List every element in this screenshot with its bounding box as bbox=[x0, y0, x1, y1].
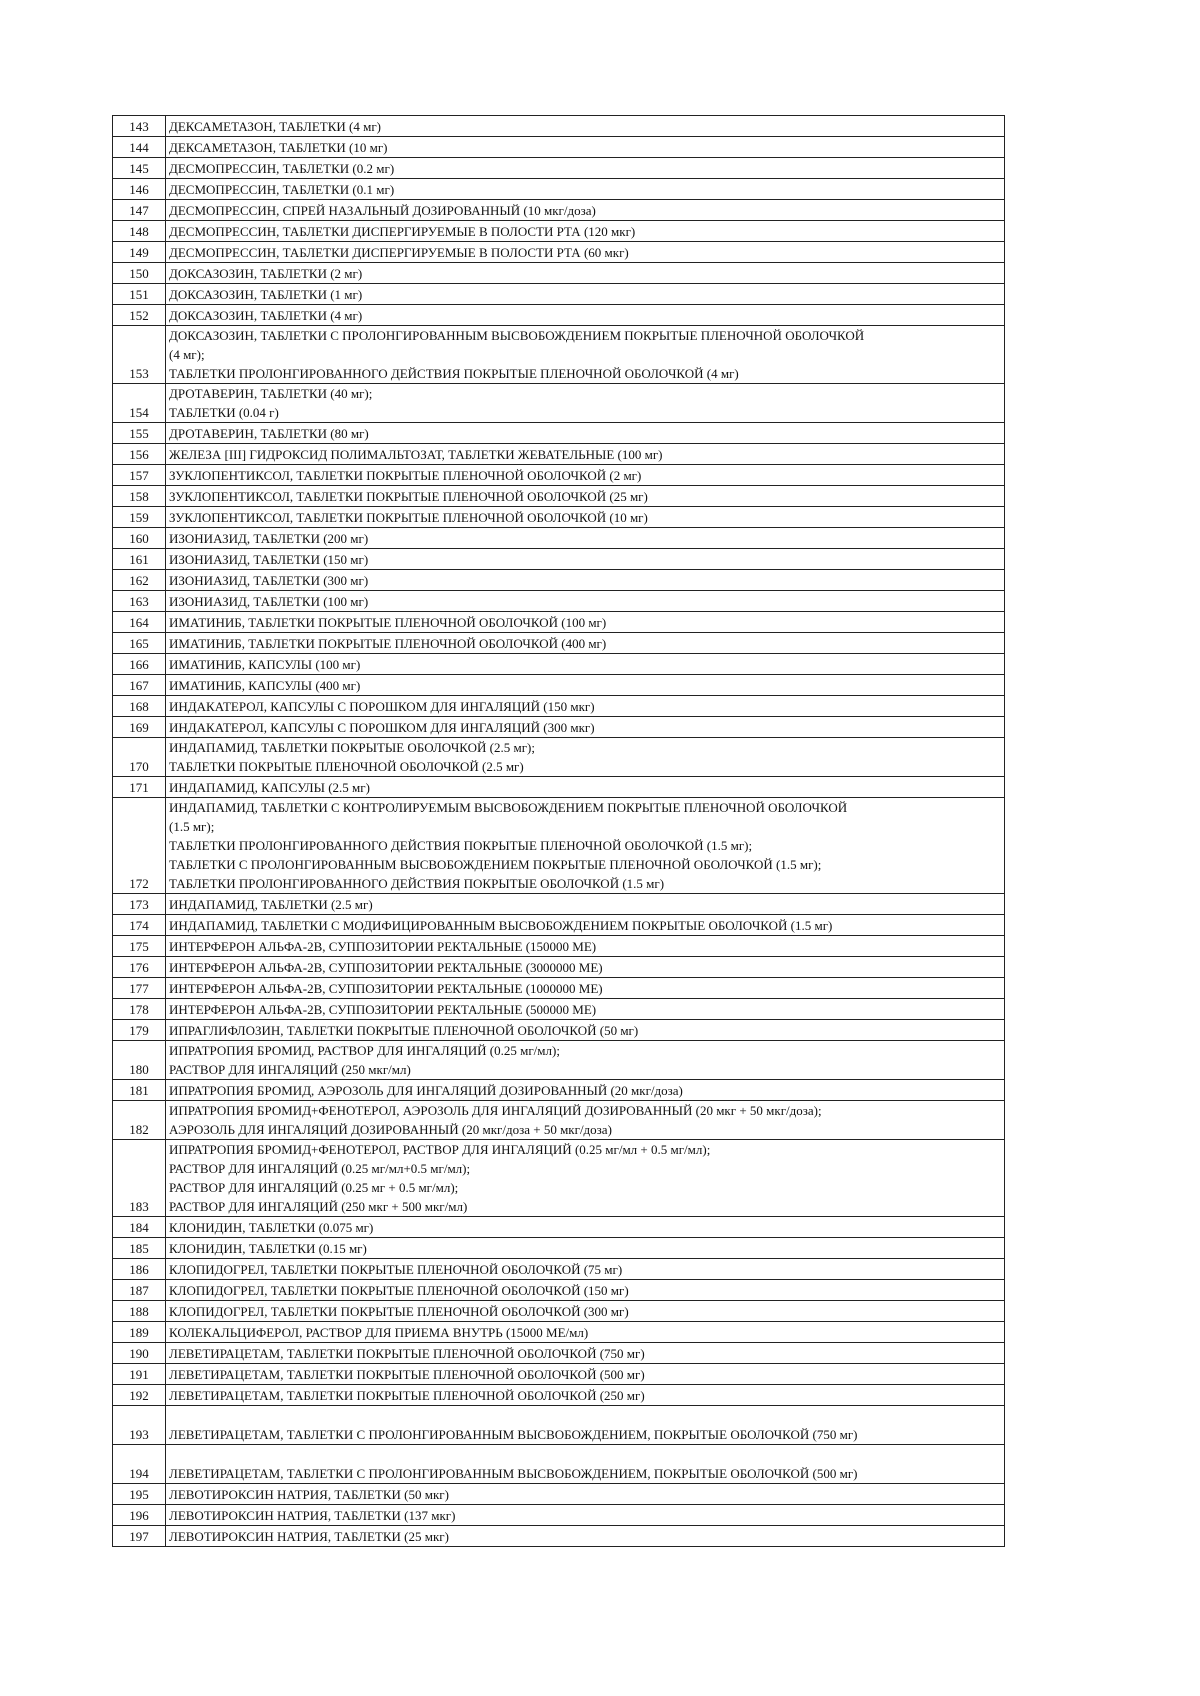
medication-description bbox=[166, 777, 1005, 798]
description-line: ДЕКСАМЕТАЗОН, ТАБЛЕТКИ (4 мг) bbox=[169, 119, 382, 134]
medication-description bbox=[166, 1041, 1005, 1080]
medication-description bbox=[166, 570, 1005, 591]
table-row bbox=[113, 633, 1005, 654]
medication-description bbox=[166, 1385, 1005, 1406]
description-line: ДОКСАЗОЗИН, ТАБЛЕТКИ (4 мг) bbox=[169, 308, 363, 323]
row-number: 167 bbox=[113, 675, 166, 696]
description-line: ТАБЛЕТКИ С ПРОЛОНГИРОВАННЫМ ВЫСВОБОЖДЕНИЕМ ПОКРЫТЫЕ ПЛЕНОЧНОЙ ОБОЛОЧКОЙ (1.5 мг); bbox=[169, 857, 822, 872]
table-row bbox=[113, 1484, 1005, 1505]
row-number: 157 bbox=[113, 465, 166, 486]
medication-description bbox=[166, 326, 1005, 384]
row-number: 174 bbox=[113, 915, 166, 936]
medication-description bbox=[166, 1080, 1005, 1101]
medication-description bbox=[166, 894, 1005, 915]
row-number: 194 bbox=[113, 1445, 166, 1484]
description-line: ЛЕВОТИРОКСИН НАТРИЯ, ТАБЛЕТКИ (50 мкг) bbox=[169, 1487, 449, 1502]
description-line: ЛЕВОТИРОКСИН НАТРИЯ, ТАБЛЕТКИ (25 мкг) bbox=[169, 1529, 449, 1544]
table-row bbox=[113, 1238, 1005, 1259]
medication-description bbox=[166, 179, 1005, 200]
medication-description bbox=[166, 507, 1005, 528]
description-line: ЗУКЛОПЕНТИКСОЛ, ТАБЛЕТКИ ПОКРЫТЫЕ ПЛЕНОЧНОЙ ОБОЛОЧКОЙ (2 мг) bbox=[169, 468, 642, 483]
description-line: ИНДАПАМИД, КАПСУЛЫ (2.5 мг) bbox=[169, 780, 370, 795]
description-line: КЛОПИДОГРЕЛ, ТАБЛЕТКИ ПОКРЫТЫЕ ПЛЕНОЧНОЙ ОБОЛОЧКОЙ (300 мг) bbox=[169, 1304, 629, 1319]
description-line: ИНДАПАМИД, ТАБЛЕТКИ С МОДИФИЦИРОВАННЫМ ВЫСВОБОЖДЕНИЕМ ПОКРЫТЫЕ ОБОЛОЧКОЙ (1.5 мг) bbox=[169, 918, 833, 933]
row-number: 163 bbox=[113, 591, 166, 612]
row-number: 148 bbox=[113, 221, 166, 242]
description-line: ДЕСМОПРЕССИН, ТАБЛЕТКИ ДИСПЕРГИРУЕМЫЕ В ПОЛОСТИ РТА (120 мкг) bbox=[169, 224, 636, 239]
row-number: 147 bbox=[113, 200, 166, 221]
row-number: 188 bbox=[113, 1301, 166, 1322]
table-row bbox=[113, 1140, 1005, 1217]
row-number: 192 bbox=[113, 1385, 166, 1406]
description-line: ИЗОНИАЗИД, ТАБЛЕТКИ (100 мг) bbox=[169, 594, 369, 609]
description-line: ДЕСМОПРЕССИН, ТАБЛЕТКИ (0.2 мг) bbox=[169, 161, 395, 176]
row-number: 149 bbox=[113, 242, 166, 263]
row-number: 159 bbox=[113, 507, 166, 528]
description-line: РАСТВОР ДЛЯ ИНГАЛЯЦИЙ (0.25 мг/мл+0.5 мг/мл); bbox=[169, 1161, 471, 1176]
row-number: 196 bbox=[113, 1505, 166, 1526]
table-row bbox=[113, 200, 1005, 221]
table-row bbox=[113, 798, 1005, 894]
description-line: ЛЕВЕТИРАЦЕТАМ, ТАБЛЕТКИ ПОКРЫТЫЕ ПЛЕНОЧНОЙ ОБОЛОЧКОЙ (250 мг) bbox=[169, 1388, 645, 1403]
medication-description bbox=[166, 1484, 1005, 1505]
table-row bbox=[113, 263, 1005, 284]
medication-description bbox=[166, 1364, 1005, 1385]
description-line bbox=[169, 1445, 1002, 1464]
row-number: 162 bbox=[113, 570, 166, 591]
table-row bbox=[113, 777, 1005, 798]
medication-description bbox=[166, 915, 1005, 936]
description-line: ДОКСАЗОЗИН, ТАБЛЕТКИ С ПРОЛОНГИРОВАННЫМ ВЫСВОБОЖДЕНИЕМ ПОКРЫТЫЕ ПЛЕНОЧНОЙ ОБОЛОЧКОЙ bbox=[169, 328, 865, 343]
row-number: 183 bbox=[113, 1140, 166, 1217]
row-number: 171 bbox=[113, 777, 166, 798]
medication-description bbox=[166, 263, 1005, 284]
description-line: ИМАТИНИБ, ТАБЛЕТКИ ПОКРЫТЫЕ ПЛЕНОЧНОЙ ОБОЛОЧКОЙ (100 мг) bbox=[169, 615, 607, 630]
description-line: ДЕСМОПРЕССИН, ТАБЛЕТКИ (0.1 мг) bbox=[169, 182, 395, 197]
table-row bbox=[113, 675, 1005, 696]
description-line: ЗУКЛОПЕНТИКСОЛ, ТАБЛЕТКИ ПОКРЫТЫЕ ПЛЕНОЧНОЙ ОБОЛОЧКОЙ (10 мг) bbox=[169, 510, 648, 525]
description-line: ИНДАПАМИД, ТАБЛЕТКИ ПОКРЫТЫЕ ОБОЛОЧКОЙ (2.5 мг); bbox=[169, 740, 535, 755]
description-line: ИНТЕРФЕРОН АЛЬФА-2В, СУППОЗИТОРИИ РЕКТАЛЬНЫЕ (1000000 МЕ) bbox=[169, 981, 603, 996]
table-row bbox=[113, 957, 1005, 978]
description-line: АЭРОЗОЛЬ ДЛЯ ИНГАЛЯЦИЙ ДОЗИРОВАННЫЙ (20 мкг/доза + 50 мкг/доза) bbox=[169, 1122, 612, 1137]
medication-description bbox=[166, 675, 1005, 696]
description-line: ДРОТАВЕРИН, ТАБЛЕТКИ (80 мг) bbox=[169, 426, 369, 441]
description-line: ИНДАКАТЕРОЛ, КАПСУЛЫ С ПОРОШКОМ ДЛЯ ИНГАЛЯЦИЙ (150 мкг) bbox=[169, 699, 595, 714]
row-number: 146 bbox=[113, 179, 166, 200]
medication-description bbox=[166, 242, 1005, 263]
medication-description bbox=[166, 936, 1005, 957]
table-row bbox=[113, 1080, 1005, 1101]
table-row bbox=[113, 221, 1005, 242]
medication-description bbox=[166, 633, 1005, 654]
row-number: 181 bbox=[113, 1080, 166, 1101]
row-number: 170 bbox=[113, 738, 166, 777]
table-row bbox=[113, 654, 1005, 675]
table-row bbox=[113, 696, 1005, 717]
row-number: 197 bbox=[113, 1526, 166, 1547]
description-line: ЛЕВЕТИРАЦЕТАМ, ТАБЛЕТКИ ПОКРЫТЫЕ ПЛЕНОЧНОЙ ОБОЛОЧКОЙ (750 мг) bbox=[169, 1346, 645, 1361]
description-line: ДЕСМОПРЕССИН, ТАБЛЕТКИ ДИСПЕРГИРУЕМЫЕ В ПОЛОСТИ РТА (60 мкг) bbox=[169, 245, 629, 260]
description-line: ИНДАПАМИД, ТАБЛЕТКИ (2.5 мг) bbox=[169, 897, 373, 912]
description-line: ТАБЛЕТКИ ПРОЛОНГИРОВАННОГО ДЕЙСТВИЯ ПОКРЫТЫЕ ОБОЛОЧКОЙ (1.5 мг) bbox=[169, 876, 665, 891]
medication-description bbox=[166, 1217, 1005, 1238]
table-row bbox=[113, 738, 1005, 777]
medication-description bbox=[166, 798, 1005, 894]
description-line: ИМАТИНИБ, КАПСУЛЫ (400 мг) bbox=[169, 678, 361, 693]
medication-description bbox=[166, 305, 1005, 326]
row-number: 144 bbox=[113, 137, 166, 158]
row-number: 154 bbox=[113, 384, 166, 423]
row-number: 186 bbox=[113, 1259, 166, 1280]
table-row bbox=[113, 444, 1005, 465]
table-row bbox=[113, 1101, 1005, 1140]
row-number: 152 bbox=[113, 305, 166, 326]
description-line: ИМАТИНИБ, ТАБЛЕТКИ ПОКРЫТЫЕ ПЛЕНОЧНОЙ ОБОЛОЧКОЙ (400 мг) bbox=[169, 636, 607, 651]
table-row bbox=[113, 717, 1005, 738]
table-row bbox=[113, 423, 1005, 444]
description-line: ЛЕВЕТИРАЦЕТАМ, ТАБЛЕТКИ С ПРОЛОНГИРОВАННЫМ ВЫСВОБОЖДЕНИЕМ, ПОКРЫТЫЕ ОБОЛОЧКОЙ (750 мг) bbox=[169, 1427, 858, 1442]
description-line: ТАБЛЕТКИ (0.04 г) bbox=[169, 405, 279, 420]
description-line: ЛЕВОТИРОКСИН НАТРИЯ, ТАБЛЕТКИ (137 мкг) bbox=[169, 1508, 456, 1523]
medication-description bbox=[166, 591, 1005, 612]
description-line: ЛЕВЕТИРАЦЕТАМ, ТАБЛЕТКИ ПОКРЫТЫЕ ПЛЕНОЧНОЙ ОБОЛОЧКОЙ (500 мг) bbox=[169, 1367, 645, 1382]
table-row bbox=[113, 999, 1005, 1020]
row-number: 193 bbox=[113, 1406, 166, 1445]
row-number: 161 bbox=[113, 549, 166, 570]
row-number: 165 bbox=[113, 633, 166, 654]
description-line: ИЗОНИАЗИД, ТАБЛЕТКИ (300 мг) bbox=[169, 573, 369, 588]
row-number: 185 bbox=[113, 1238, 166, 1259]
description-line: ИНТЕРФЕРОН АЛЬФА-2В, СУППОЗИТОРИИ РЕКТАЛЬНЫЕ (3000000 МЕ) bbox=[169, 960, 603, 975]
table-row bbox=[113, 465, 1005, 486]
description-line: ИНДАПАМИД, ТАБЛЕТКИ С КОНТРОЛИРУЕМЫМ ВЫСВОБОЖДЕНИЕМ ПОКРЫТЫЕ ПЛЕНОЧНОЙ ОБОЛОЧКОЙ bbox=[169, 800, 848, 815]
table-row bbox=[113, 915, 1005, 936]
description-line: ЖЕЛЕЗА [III] ГИДРОКСИД ПОЛИМАЛЬТОЗАТ, ТАБЛЕТКИ ЖЕВАТЕЛЬНЫЕ (100 мг) bbox=[169, 447, 663, 462]
table-row bbox=[113, 549, 1005, 570]
description-line: КЛОНИДИН, ТАБЛЕТКИ (0.075 мг) bbox=[169, 1220, 374, 1235]
description-line: ЛЕВЕТИРАЦЕТАМ, ТАБЛЕТКИ С ПРОЛОНГИРОВАННЫМ ВЫСВОБОЖДЕНИЕМ, ПОКРЫТЫЕ ОБОЛОЧКОЙ (500 мг) bbox=[169, 1466, 858, 1481]
medication-description bbox=[166, 1406, 1005, 1445]
table-row bbox=[113, 978, 1005, 999]
medication-description bbox=[166, 696, 1005, 717]
description-line: РАСТВОР ДЛЯ ИНГАЛЯЦИЙ (250 мкг + 500 мкг/мл) bbox=[169, 1199, 468, 1214]
row-number: 168 bbox=[113, 696, 166, 717]
table-row bbox=[113, 1322, 1005, 1343]
medication-description bbox=[166, 738, 1005, 777]
row-number: 143 bbox=[113, 116, 166, 137]
medication-description bbox=[166, 284, 1005, 305]
table-row bbox=[113, 179, 1005, 200]
medication-description bbox=[166, 200, 1005, 221]
description-line: ДЕСМОПРЕССИН, СПРЕЙ НАЗАЛЬНЫЙ ДОЗИРОВАННЫЙ (10 мкг/доза) bbox=[169, 203, 596, 218]
table-row bbox=[113, 1259, 1005, 1280]
table-row bbox=[113, 116, 1005, 137]
description-line: КЛОПИДОГРЕЛ, ТАБЛЕТКИ ПОКРЫТЫЕ ПЛЕНОЧНОЙ ОБОЛОЧКОЙ (150 мг) bbox=[169, 1283, 629, 1298]
row-number: 150 bbox=[113, 263, 166, 284]
row-number: 178 bbox=[113, 999, 166, 1020]
table-row bbox=[113, 1301, 1005, 1322]
table-row bbox=[113, 1385, 1005, 1406]
table-row bbox=[113, 570, 1005, 591]
row-number: 184 bbox=[113, 1217, 166, 1238]
description-line: ИМАТИНИБ, КАПСУЛЫ (100 мг) bbox=[169, 657, 361, 672]
description-line: ИНДАКАТЕРОЛ, КАПСУЛЫ С ПОРОШКОМ ДЛЯ ИНГАЛЯЦИЙ (300 мкг) bbox=[169, 720, 595, 735]
medication-description bbox=[166, 1343, 1005, 1364]
row-number: 160 bbox=[113, 528, 166, 549]
medication-description bbox=[166, 1238, 1005, 1259]
description-line: ТАБЛЕТКИ ПРОЛОНГИРОВАННОГО ДЕЙСТВИЯ ПОКРЫТЫЕ ПЛЕНОЧНОЙ ОБОЛОЧКОЙ (1.5 мг); bbox=[169, 838, 753, 853]
table-row bbox=[113, 384, 1005, 423]
description-line: ДРОТАВЕРИН, ТАБЛЕТКИ (40 мг); bbox=[169, 386, 373, 401]
row-number: 180 bbox=[113, 1041, 166, 1080]
medication-description bbox=[166, 717, 1005, 738]
row-number: 169 bbox=[113, 717, 166, 738]
description-line: (4 мг); bbox=[169, 347, 205, 362]
medication-table bbox=[112, 115, 1005, 1547]
medication-description bbox=[166, 1140, 1005, 1217]
description-line: ДОКСАЗОЗИН, ТАБЛЕТКИ (1 мг) bbox=[169, 287, 363, 302]
description-line: РАСТВОР ДЛЯ ИНГАЛЯЦИЙ (0.25 мг + 0.5 мг/мл); bbox=[169, 1180, 459, 1195]
row-number: 158 bbox=[113, 486, 166, 507]
row-number: 164 bbox=[113, 612, 166, 633]
medication-description bbox=[166, 1020, 1005, 1041]
row-number: 173 bbox=[113, 894, 166, 915]
table-row bbox=[113, 158, 1005, 179]
description-line: КОЛЕКАЛЬЦИФЕРОЛ, РАСТВОР ДЛЯ ПРИЕМА ВНУТРЬ (15000 МЕ/мл) bbox=[169, 1325, 589, 1340]
medication-description bbox=[166, 1280, 1005, 1301]
table-row bbox=[113, 591, 1005, 612]
table-row bbox=[113, 284, 1005, 305]
table-row bbox=[113, 1526, 1005, 1547]
medication-description bbox=[166, 612, 1005, 633]
description-line: КЛОПИДОГРЕЛ, ТАБЛЕТКИ ПОКРЫТЫЕ ПЛЕНОЧНОЙ ОБОЛОЧКОЙ (75 мг) bbox=[169, 1262, 623, 1277]
row-number: 176 bbox=[113, 957, 166, 978]
description-line: РАСТВОР ДЛЯ ИНГАЛЯЦИЙ (250 мкг/мл) bbox=[169, 1062, 411, 1077]
description-line: ДЕКСАМЕТАЗОН, ТАБЛЕТКИ (10 мг) bbox=[169, 140, 388, 155]
row-number: 155 bbox=[113, 423, 166, 444]
medication-description bbox=[166, 957, 1005, 978]
medication-description bbox=[166, 978, 1005, 999]
table-row bbox=[113, 326, 1005, 384]
description-line: ТАБЛЕТКИ ПОКРЫТЫЕ ПЛЕНОЧНОЙ ОБОЛОЧКОЙ (2.5 мг) bbox=[169, 759, 524, 774]
medication-description bbox=[166, 221, 1005, 242]
description-line: ТАБЛЕТКИ ПРОЛОНГИРОВАННОГО ДЕЙСТВИЯ ПОКРЫТЫЕ ПЛЕНОЧНОЙ ОБОЛОЧКОЙ (4 мг) bbox=[169, 366, 739, 381]
medication-description bbox=[166, 1526, 1005, 1547]
row-number: 179 bbox=[113, 1020, 166, 1041]
description-line: ИПРАГЛИФЛОЗИН, ТАБЛЕТКИ ПОКРЫТЫЕ ПЛЕНОЧНОЙ ОБОЛОЧКОЙ (50 мг) bbox=[169, 1023, 639, 1038]
medication-description bbox=[166, 486, 1005, 507]
table-row bbox=[113, 936, 1005, 957]
table-row bbox=[113, 1020, 1005, 1041]
row-number: 189 bbox=[113, 1322, 166, 1343]
medication-description bbox=[166, 423, 1005, 444]
table-row bbox=[113, 1364, 1005, 1385]
description-line: ДОКСАЗОЗИН, ТАБЛЕТКИ (2 мг) bbox=[169, 266, 363, 281]
description-line: ИПРАТРОПИЯ БРОМИД+ФЕНОТЕРОЛ, АЭРОЗОЛЬ ДЛЯ ИНГАЛЯЦИЙ ДОЗИРОВАННЫЙ (20 мкг + 50 мкг/доза); bbox=[169, 1103, 822, 1118]
row-number: 182 bbox=[113, 1101, 166, 1140]
medication-description bbox=[166, 116, 1005, 137]
medication-description bbox=[166, 465, 1005, 486]
medication-table-body bbox=[113, 116, 1005, 1547]
medication-description bbox=[166, 137, 1005, 158]
medication-description bbox=[166, 1259, 1005, 1280]
medication-description bbox=[166, 1505, 1005, 1526]
table-row bbox=[113, 486, 1005, 507]
description-line: КЛОНИДИН, ТАБЛЕТКИ (0.15 мг) bbox=[169, 1241, 367, 1256]
table-row bbox=[113, 1217, 1005, 1238]
medication-description bbox=[166, 1445, 1005, 1484]
row-number: 190 bbox=[113, 1343, 166, 1364]
row-number: 172 bbox=[113, 798, 166, 894]
medication-description bbox=[166, 654, 1005, 675]
table-row bbox=[113, 137, 1005, 158]
description-line: ИЗОНИАЗИД, ТАБЛЕТКИ (200 мг) bbox=[169, 531, 369, 546]
row-number: 195 bbox=[113, 1484, 166, 1505]
row-number: 177 bbox=[113, 978, 166, 999]
row-number: 156 bbox=[113, 444, 166, 465]
table-row bbox=[113, 1280, 1005, 1301]
row-number: 145 bbox=[113, 158, 166, 179]
medication-description bbox=[166, 549, 1005, 570]
medication-description bbox=[166, 384, 1005, 423]
description-line: ЗУКЛОПЕНТИКСОЛ, ТАБЛЕТКИ ПОКРЫТЫЕ ПЛЕНОЧНОЙ ОБОЛОЧКОЙ (25 мг) bbox=[169, 489, 648, 504]
description-line: ИЗОНИАЗИД, ТАБЛЕТКИ (150 мг) bbox=[169, 552, 369, 567]
table-row bbox=[113, 507, 1005, 528]
medication-description bbox=[166, 1301, 1005, 1322]
row-number: 175 bbox=[113, 936, 166, 957]
medication-description bbox=[166, 1322, 1005, 1343]
description-line: ИНТЕРФЕРОН АЛЬФА-2В, СУППОЗИТОРИИ РЕКТАЛЬНЫЕ (150000 МЕ) bbox=[169, 939, 597, 954]
medication-description bbox=[166, 1101, 1005, 1140]
table-row bbox=[113, 305, 1005, 326]
row-number: 151 bbox=[113, 284, 166, 305]
row-number: 166 bbox=[113, 654, 166, 675]
medication-description bbox=[166, 999, 1005, 1020]
description-line: (1.5 мг); bbox=[169, 819, 215, 834]
description-line: ИПРАТРОПИЯ БРОМИД, АЭРОЗОЛЬ ДЛЯ ИНГАЛЯЦИЙ ДОЗИРОВАННЫЙ (20 мкг/доза) bbox=[169, 1083, 683, 1098]
table-row bbox=[113, 1505, 1005, 1526]
description-line: ИПРАТРОПИЯ БРОМИД+ФЕНОТЕРОЛ, РАСТВОР ДЛЯ ИНГАЛЯЦИЙ (0.25 мг/мл + 0.5 мг/мл); bbox=[169, 1142, 711, 1157]
description-line: ИПРАТРОПИЯ БРОМИД, РАСТВОР ДЛЯ ИНГАЛЯЦИЙ (0.25 мг/мл); bbox=[169, 1043, 560, 1058]
row-number: 187 bbox=[113, 1280, 166, 1301]
description-line bbox=[169, 1406, 1002, 1425]
table-row bbox=[113, 1343, 1005, 1364]
table-row bbox=[113, 1041, 1005, 1080]
description-line: ИНТЕРФЕРОН АЛЬФА-2В, СУППОЗИТОРИИ РЕКТАЛЬНЫЕ (500000 МЕ) bbox=[169, 1002, 597, 1017]
table-row bbox=[113, 612, 1005, 633]
table-row bbox=[113, 528, 1005, 549]
medication-description bbox=[166, 444, 1005, 465]
table-row bbox=[113, 1445, 1005, 1484]
medication-description bbox=[166, 528, 1005, 549]
table-row bbox=[113, 894, 1005, 915]
table-row bbox=[113, 1406, 1005, 1445]
medication-description bbox=[166, 158, 1005, 179]
row-number: 153 bbox=[113, 326, 166, 384]
table-row bbox=[113, 242, 1005, 263]
row-number: 191 bbox=[113, 1364, 166, 1385]
